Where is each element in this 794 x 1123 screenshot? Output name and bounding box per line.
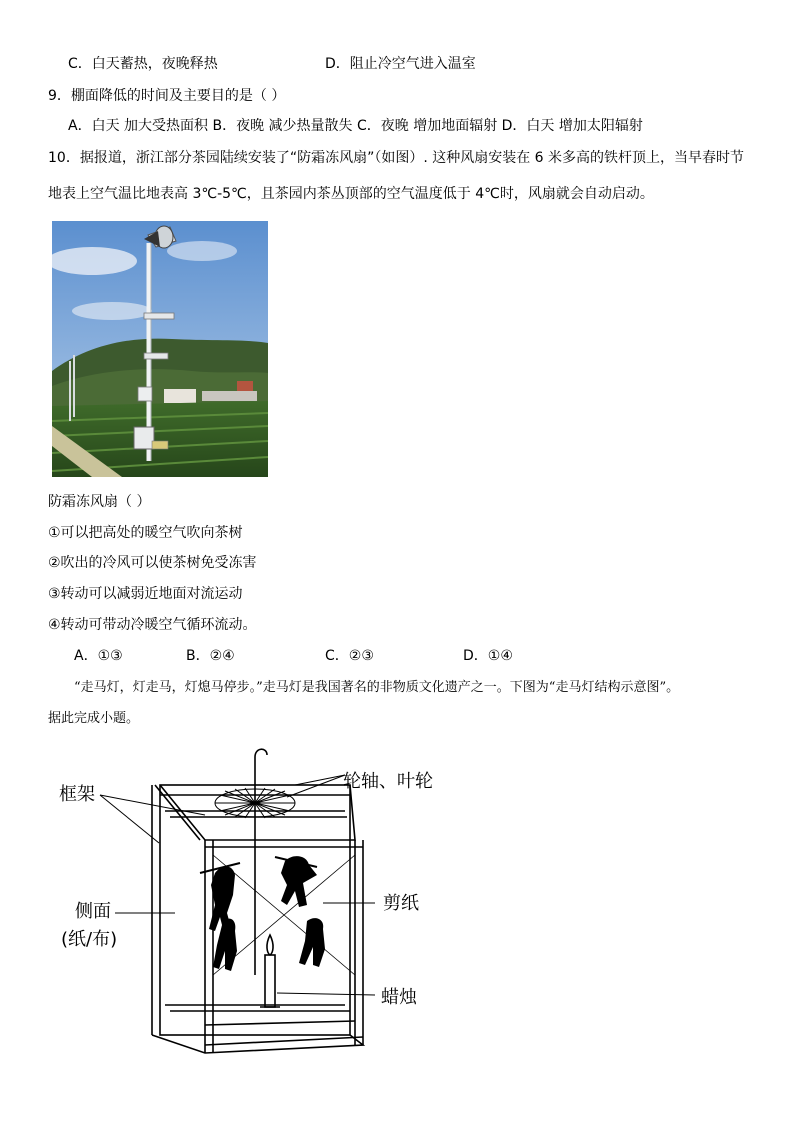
label-frame: 框架 (59, 784, 95, 805)
label-candle: 蜡烛 (381, 987, 417, 1008)
label-side: 侧面 (75, 901, 111, 922)
q10-statement-3: ③转动可以减弱近地面对流运动 (48, 586, 243, 602)
q10-statement-1: ①可以把高处的暖空气吹向茶树 (48, 525, 243, 541)
label-axle-impeller: 轮轴、叶轮 (343, 771, 433, 792)
q9-options: A．白天 加大受热面积 B．夜晚 减少热量散失 C．夜晚 增加地面辐射 D．白天 增加太阳辐射 (68, 118, 643, 134)
label-side-material: (纸/布) (61, 929, 118, 950)
q10-statement-2: ②吹出的冷风可以使茶树免受冻害 (48, 555, 257, 571)
q10-choice-b: B．②④ (186, 648, 235, 664)
q10-choice-d: D．①④ (463, 648, 513, 664)
intro-line-2: 据此完成小题。 (48, 711, 140, 726)
lantern-structure-diagram (55, 745, 475, 1065)
intro-line-1: “走马灯，灯走马，灯熄马停步。”走马灯是我国著名的非物质文化遗产之一。下图为“走马灯结构示意图”。 (74, 680, 680, 695)
q10-choice-c: C．②③ (325, 648, 374, 664)
label-papercut: 剪纸 (383, 893, 419, 914)
q10-question: 防霜冻风扇（ ） (48, 494, 151, 510)
q9-stem: 9．棚面降低的时间及主要目的是（ ） (48, 88, 286, 104)
q10-choice-a: A．①③ (74, 648, 123, 664)
anti-frost-fan-photo (52, 221, 268, 477)
q10-stem-line1: 10．据报道，浙江部分茶园陆续安装了“防霜冻风扇”（如图）. 这种风扇安装在 6 米多高的铁杆顶上，当早春时节 (48, 150, 745, 166)
q8-option-c: C．白天蓄热，夜晚释热 (68, 56, 218, 72)
q10-stem-line2: 地表上空气温比地表高 3℃-5℃，且茶园内茶丛顶部的空气温度低于 4℃时，风扇就会自动启动。 (48, 186, 654, 202)
q10-statement-4: ④转动可带动冷暖空气循环流动。 (48, 617, 257, 633)
q8-option-d: D．阻止冷空气进入温室 (325, 56, 476, 72)
